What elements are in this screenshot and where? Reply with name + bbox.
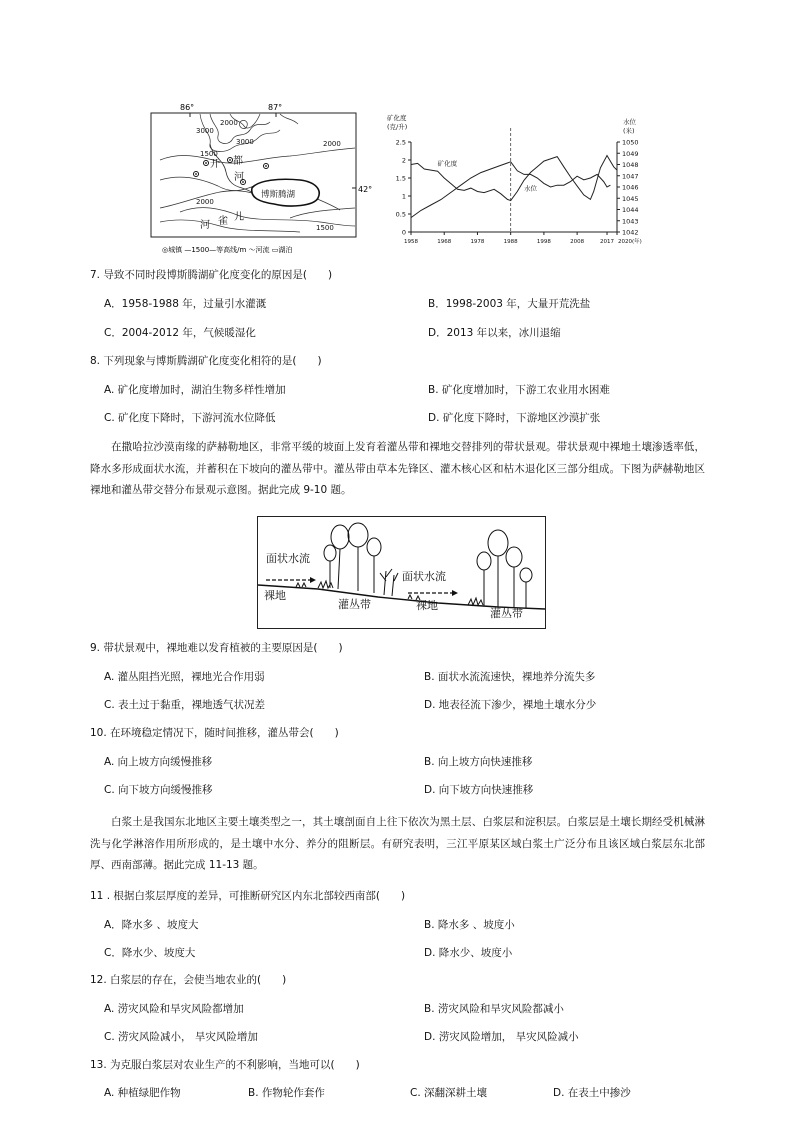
q13-option-d: D. 在表土中掺沙 <box>553 1087 631 1099</box>
q13-option-b: B. 作物轮作套作 <box>248 1087 325 1099</box>
contour-label: 3000 <box>196 127 214 135</box>
q12-option-b: B. 涝灾风险和旱灾风险都减小 <box>424 1003 564 1015</box>
q10-option-b: B. 向上坡方向快速推移 <box>424 756 533 768</box>
question-12-stem: 12. 白浆层的存在，会使当地农业的( ) <box>90 974 287 986</box>
bare-label-2: 裸地 <box>416 599 438 612</box>
question-13-stem: 13. 为克服白浆层对农业生产的不利影响，当地可以( ) <box>90 1059 360 1071</box>
q9-option-a: A. 灌丛阻挡光照，裸地光合作用弱 <box>104 671 265 683</box>
q13-option-c: C. 深翻深耕土壤 <box>410 1087 488 1099</box>
flow-label-1: 面状水流 <box>266 552 310 565</box>
q9-option-d: D. 地表径流下渗少，裸地土壤水分少 <box>424 699 597 711</box>
bare-label-1: 裸地 <box>264 589 286 602</box>
right-tick-label: 1042 <box>622 228 639 237</box>
shrub-label-2: 灌丛带 <box>490 607 523 620</box>
lat-label-42: 42° <box>358 185 373 194</box>
map-legend: ◎城镇 —1500—等高线/m ～河流 ▭湖泊 <box>162 246 293 254</box>
place-label: 儿 <box>234 212 244 223</box>
shrub-cluster-2 <box>468 530 532 608</box>
question-8-stem: 8. 下列现象与博斯腾湖矿化度变化相符的是( ) <box>90 355 322 367</box>
q7-option-d: D．2013 年以来，冰川退缩 <box>428 327 561 339</box>
q8-option-c: C. 矿化度下降时，下游河流水位降低 <box>104 412 276 424</box>
q12-option-a: A. 涝灾风险和旱灾风险都增加 <box>104 1003 244 1015</box>
lake-region-map <box>140 100 380 260</box>
x-tick-label: 1978 <box>470 239 485 245</box>
right-tick-label: 1044 <box>622 206 639 214</box>
x-tick-label: 1998 <box>536 239 551 245</box>
x-tick-label: 2017 <box>600 239 615 245</box>
q8-option-d: D. 矿化度下降时，下游地区沙漠扩张 <box>428 412 601 424</box>
right-tick-label: 1049 <box>622 149 639 158</box>
place-label: 雀 <box>218 216 228 227</box>
x-tick-label: 1958 <box>404 239 418 245</box>
q7-option-c: C．2004-2012 年，气候暖湿化 <box>104 327 256 339</box>
question-10-stem: 10. 在环境稳定情况下，随时间推移，灌丛带会( ) <box>90 727 339 739</box>
contour-label: 2000 <box>196 198 214 206</box>
contour-label: 3000 <box>236 138 254 146</box>
place-label: 博斯腾湖 <box>261 190 296 200</box>
left-axis-title: 矿化度 <box>387 114 407 122</box>
q10-option-a: A. 向上坡方向缓慢推移 <box>104 756 213 768</box>
right-tick-label: 1048 <box>622 161 639 169</box>
right-axis-title: (米) <box>623 127 635 135</box>
flow-label-2: 面状水流 <box>402 570 446 583</box>
q10-option-c: C. 向下坡方向缓慢推移 <box>104 784 213 796</box>
left-tick-label: 2.5 <box>395 138 406 147</box>
x-tick-label: 1988 <box>503 239 518 245</box>
contour-label: 2000 <box>323 140 341 148</box>
passage-sahel: 在撒哈拉沙漠南缘的萨赫勒地区，非常平缓的坡面上发育着灌丛带和裸地交替排列的带状景观。带状景观中裸地土壤渗透率低， 降水多形成面状水流，并蓄积在下坡向的灌丛带中。灌丛带由草本先锋区、灌木核心区和枯木退化区三部分组成。下图为萨赫勒地区裸地和灌丛带交替分布景观示意图。据此完成 9-10 题。 <box>90 441 705 496</box>
q7-option-a: A．1958-1988 年，过量引水灌溉 <box>104 298 267 310</box>
place-label: 都 <box>233 156 243 167</box>
x-tick-label: 2008 <box>570 239 585 245</box>
q13-option-a: A. 种植绿肥作物 <box>104 1087 181 1099</box>
question-7-stem: 7. 导致不同时段博斯腾湖矿化度变化的原因是( ) <box>90 269 333 281</box>
q7-option-b: B．1998-2003 年，大量开荒洗盐 <box>428 298 591 310</box>
q8-option-a: A. 矿化度增加时，湖泊生物多样性增加 <box>104 384 286 396</box>
contour-label: 1500 <box>200 150 218 158</box>
shrub-label-1: 灌丛带 <box>338 598 371 611</box>
q8-option-b: B. 矿化度增加时，下游工农业用水困难 <box>428 384 610 396</box>
right-tick-label: 1046 <box>622 183 639 192</box>
left-axis-title: (克/升) <box>387 123 408 131</box>
series-label: 水位 <box>523 184 537 193</box>
contour-label: 2000 <box>220 119 238 127</box>
q9-option-c: C. 表土过于黏重，裸地透气状况差 <box>104 699 266 711</box>
question-11-stem: 11 . 根据白浆层厚度的差异，可推断研究区内东北部较西南部( ) <box>90 890 406 902</box>
q11-option-a: A．降水多 、坡度大 <box>104 919 199 931</box>
contour-label: 1500 <box>316 224 334 232</box>
place-label: 河 <box>234 172 244 183</box>
q9-option-b: B. 面状水流流速快，裸地养分流失多 <box>424 671 596 683</box>
shrub-band-figure <box>257 516 546 629</box>
q11-option-d: D. 降水少、坡度小 <box>424 947 513 959</box>
left-tick-label: 0 <box>401 228 406 237</box>
q12-option-c: C. 涝灾风险减小， 旱灾风险增加 <box>104 1031 258 1043</box>
right-axis-title: 水位 <box>623 118 636 126</box>
series-label: 矿化度 <box>437 159 458 168</box>
place-label: 河 <box>200 220 210 231</box>
shrub-cluster-1 <box>318 523 398 596</box>
x-tick-label: 1968 <box>437 239 452 245</box>
question-9-stem: 9. 带状景观中，裸地难以发育植被的主要原因是( ) <box>90 642 343 654</box>
q11-option-c: C．降水少、坡度大 <box>104 947 196 959</box>
lon-label-86: 86° <box>180 103 195 112</box>
left-tick-label: 2 <box>401 156 406 165</box>
place-label: 开 <box>210 159 220 170</box>
left-tick-label: 0.5 <box>395 210 406 219</box>
x-tick-label: 2020(年) <box>618 239 642 245</box>
left-tick-label: 1.5 <box>395 174 406 183</box>
right-tick-label: 1045 <box>622 194 639 203</box>
lon-label-87: 87° <box>268 103 283 112</box>
q12-option-d: D. 涝灾风险增加， 旱灾风险减小 <box>424 1031 579 1043</box>
right-tick-label: 1050 <box>622 138 639 147</box>
right-tick-label: 1043 <box>622 217 639 226</box>
q10-option-d: D. 向下坡方向快速推移 <box>424 784 534 796</box>
mineralization-water-level-chart <box>385 112 665 252</box>
right-tick-label: 1047 <box>622 172 639 181</box>
q11-option-b: B. 降水多 、坡度小 <box>424 919 515 931</box>
passage-albic-soil: 白浆土是我国东北地区主要土壤类型之一，其土壤剖面自上往下依次为黑土层、白浆层和淀积层。白浆层是土壤长期经受机械淋洗与化学淋溶作用所形成的，是土壤中水分、养分的阻断层。有研究表明，三江平原某区域白浆土广泛分布且该区域白浆层东北部厚、西南部薄。据此完成 11-13 题。 <box>90 816 705 871</box>
left-tick-label: 1 <box>401 192 406 201</box>
